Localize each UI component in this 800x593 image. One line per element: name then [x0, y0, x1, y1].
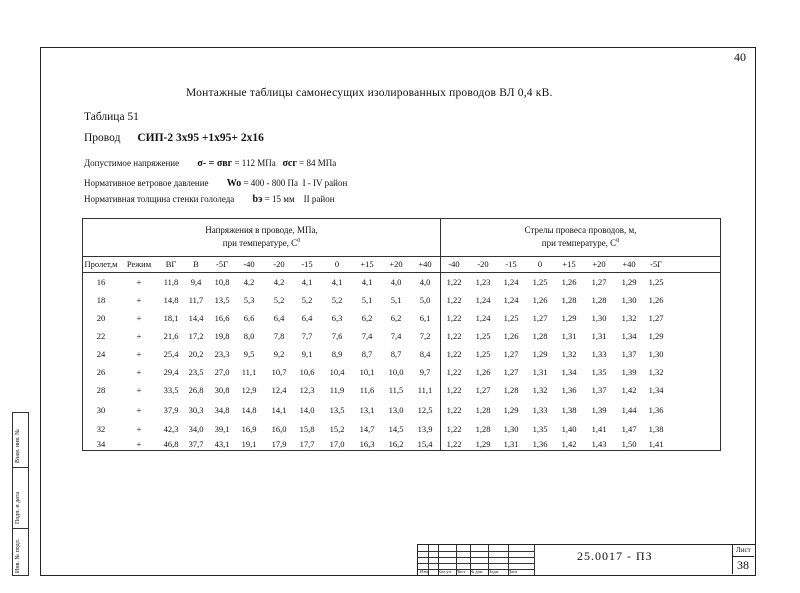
table-cell: 4,0 [390, 277, 402, 287]
table-cell: 5,1 [361, 295, 373, 305]
table-cell: 4,1 [301, 277, 313, 287]
table-cell: 28 [96, 385, 106, 395]
table-cell: 1,22 [446, 367, 462, 377]
table-cell: 14,0 [299, 405, 315, 415]
table-cell: 1,29 [475, 439, 491, 449]
table-cell: 9,1 [301, 349, 313, 359]
table-cell: 1,47 [621, 424, 637, 434]
table-cell: 7,4 [361, 331, 373, 341]
table-cell: 11,7 [188, 295, 204, 305]
column-header: -40 [243, 259, 255, 269]
column-header: +40 [622, 259, 636, 269]
table-cell: 1,29 [648, 331, 664, 341]
table-cell: 1,23 [475, 277, 491, 287]
stamp-label: Лист [456, 569, 466, 574]
table-cell: 6,1 [419, 313, 431, 323]
table-cell: + [136, 367, 142, 377]
table-cell: 4,1 [331, 277, 343, 287]
side-label-replace: Взам. инв. № [15, 429, 21, 463]
table-cell: + [136, 331, 142, 341]
table-cell: 21,6 [163, 331, 179, 341]
table-cell: 34 [96, 439, 106, 449]
degree-mark: 0 [616, 238, 620, 244]
side-stamp [12, 412, 29, 576]
column-header: -15 [505, 259, 517, 269]
table-cell: 1,31 [532, 367, 548, 377]
table-cell: 19,8 [214, 331, 230, 341]
stamp-row-line [418, 563, 534, 564]
sag-header [441, 225, 720, 249]
table-cell: 1,30 [503, 424, 519, 434]
side-cell-inv [13, 529, 28, 575]
stamp-row-line [418, 551, 534, 552]
table-cell: 10,7 [271, 367, 287, 377]
table-cell: 30,3 [188, 405, 204, 415]
stress-header-line2: при температуре, С [222, 238, 298, 248]
column-header: В [193, 259, 199, 269]
table-cell: + [136, 385, 142, 395]
table-cell: 7,7 [301, 331, 313, 341]
table-columns-rule [83, 272, 720, 273]
table-cell: 34,8 [214, 405, 230, 415]
table-cell: 1,27 [532, 313, 548, 323]
column-header: -40 [448, 259, 460, 269]
column-header: +20 [592, 259, 606, 269]
table-cell: 1,25 [475, 331, 491, 341]
table-cell: 1,36 [561, 385, 577, 395]
stress-header-line1: Напряжения в проводе, МПа, [205, 225, 318, 235]
table-cell: 1,22 [446, 295, 462, 305]
table-cell: 1,24 [475, 313, 491, 323]
table-cell: 1,25 [648, 277, 664, 287]
table-cell: 1,25 [532, 277, 548, 287]
table-cell: 14,8 [241, 405, 257, 415]
table-cell: 8,4 [419, 349, 431, 359]
column-header: +15 [562, 259, 576, 269]
table-cell: 11,9 [329, 385, 345, 395]
table-cell: 1,32 [621, 313, 637, 323]
table-cell: 1,22 [446, 277, 462, 287]
stress-header [83, 225, 440, 249]
table-cell: 1,27 [648, 313, 664, 323]
table-cell: 37,9 [163, 405, 179, 415]
table-cell: 10,1 [359, 367, 375, 377]
table-cell: 6,2 [390, 313, 402, 323]
table-cell: 6,4 [273, 313, 285, 323]
table-cell: 23,5 [188, 367, 204, 377]
table-cell: + [136, 295, 142, 305]
table-cell: 12,4 [271, 385, 287, 395]
table-cell: 1,22 [446, 331, 462, 341]
table-cell: 4,0 [419, 277, 431, 287]
sheet-number: 38 [737, 558, 749, 572]
table-cell: 1,22 [446, 424, 462, 434]
table-cell: 12,5 [417, 405, 433, 415]
table-row [83, 293, 720, 311]
table-cell: 1,36 [648, 405, 664, 415]
table-cell: 1,25 [475, 349, 491, 359]
table-cell: 1,33 [532, 405, 548, 415]
table-cell: 1,24 [475, 295, 491, 305]
table-cell: 26,8 [188, 385, 204, 395]
table-cell: 1,22 [446, 313, 462, 323]
table-cell: 9,2 [273, 349, 285, 359]
table-cell: 15,8 [299, 424, 315, 434]
stress-symbol: σ- = σвг [197, 158, 233, 169]
table-cell: 11,5 [388, 385, 404, 395]
table-cell: 1,24 [503, 295, 519, 305]
table-cell: 1,27 [475, 385, 491, 395]
side-cell-replace [13, 413, 28, 468]
table-cell: 14,5 [388, 424, 404, 434]
table-cell: 12,3 [299, 385, 315, 395]
table-cell: 17,7 [299, 439, 315, 449]
stress-symbol-2: σсг [282, 158, 297, 169]
table-cell: 1,28 [591, 295, 607, 305]
table-cell: 1,41 [591, 424, 607, 434]
wind-region: I - IV район [302, 178, 348, 188]
table-cell: 1,27 [503, 367, 519, 377]
table-cell: 26 [96, 367, 106, 377]
table-cell: 1,24 [503, 277, 519, 287]
side-cell-sign [13, 468, 28, 529]
table-row [83, 311, 720, 329]
wire-prefix: Провод [84, 132, 121, 144]
table-cell: 10,4 [329, 367, 345, 377]
table-cell: 1,22 [446, 439, 462, 449]
table-cell: 5,2 [331, 295, 343, 305]
table-cell: 1,22 [446, 385, 462, 395]
table-cell: 4,1 [361, 277, 373, 287]
stamp-label: Дата [508, 569, 517, 574]
wind-label: Нормативное ветровое давление [84, 178, 209, 188]
table-cell: 1,26 [532, 295, 548, 305]
table-cell: 18 [96, 295, 106, 305]
table-cell: 1,30 [648, 349, 664, 359]
table-cell: 1,42 [621, 385, 637, 395]
table-cell: 1,25 [503, 313, 519, 323]
table-cell: + [136, 405, 142, 415]
table-cell: 16,3 [359, 439, 375, 449]
table-cell: 27,0 [214, 367, 230, 377]
table-cell: 1,22 [446, 405, 462, 415]
table-cell: 7,2 [419, 331, 431, 341]
table-cell: 14,4 [188, 313, 204, 323]
column-header: +40 [418, 259, 432, 269]
column-header: 0 [334, 259, 340, 269]
stamp-label: Изм. [420, 569, 429, 574]
column-header: -5Г [216, 259, 228, 269]
table-cell: 1,32 [561, 349, 577, 359]
document-title: Монтажные таблицы самонесущих изолированных проводов ВЛ 0,4 кВ. [186, 87, 553, 99]
table-cell: 10,0 [388, 367, 404, 377]
stress-label: Допустимое напряжение [84, 158, 180, 168]
table-row [83, 383, 720, 401]
degree-mark: 0 [297, 238, 301, 244]
table-cell: 1,43 [591, 439, 607, 449]
ice-line [84, 194, 335, 205]
page-number: 40 [734, 50, 746, 64]
table-cell: 13,1 [359, 405, 375, 415]
table-cell: 1,32 [532, 385, 548, 395]
table-cell: 34,0 [188, 424, 204, 434]
ice-label: Нормативная толщина стенки гололеда [84, 194, 235, 204]
wind-value: = 400 - 800 Па [243, 178, 299, 188]
table-cell: 12,9 [241, 385, 257, 395]
table-cell: 24 [96, 349, 106, 359]
table-cell: 5,2 [273, 295, 285, 305]
table-cell: 1,29 [503, 405, 519, 415]
column-header: Режим [126, 259, 152, 269]
column-header: ВГ [165, 259, 177, 269]
table-cell: 1,29 [532, 349, 548, 359]
table-cell: 15,4 [417, 439, 433, 449]
table-cell: 23,3 [214, 349, 230, 359]
sag-header-line1: Стрелы провеса проводов, м, [524, 225, 637, 235]
table-cell: 46,8 [163, 439, 179, 449]
table-cell: 25,4 [163, 349, 179, 359]
column-header: -20 [273, 259, 285, 269]
table-cell: 1,35 [591, 367, 607, 377]
table-cell: 17,2 [188, 331, 204, 341]
ice-region: II район [303, 194, 335, 204]
table-row [83, 365, 720, 383]
mounting-table [82, 218, 721, 451]
table-header-rule [83, 256, 720, 257]
column-header: +15 [360, 259, 374, 269]
table-cell: 39,1 [214, 424, 230, 434]
table-cell: 1,37 [621, 349, 637, 359]
table-cell: 1,35 [532, 424, 548, 434]
table-cell: 1,39 [621, 367, 637, 377]
table-cell: 1,34 [621, 331, 637, 341]
table-cell: 1,30 [621, 295, 637, 305]
table-cell: 1,38 [648, 424, 664, 434]
table-cell: 22 [96, 331, 106, 341]
table-cell: 1,22 [446, 349, 462, 359]
stamp-label: № док. [470, 569, 484, 574]
table-cell: 18,1 [163, 313, 179, 323]
stress-value: = 112 МПа [234, 158, 276, 168]
table-row [83, 275, 720, 293]
column-header: +20 [389, 259, 403, 269]
table-cell: 11,6 [359, 385, 375, 395]
table-row [83, 347, 720, 365]
table-cell: 1,29 [621, 277, 637, 287]
table-cell: 13,0 [388, 405, 404, 415]
table-cell: 9,4 [190, 277, 202, 287]
table-cell: 1,31 [561, 331, 577, 341]
table-cell: 4,2 [243, 277, 255, 287]
table-cell: 1,28 [532, 331, 548, 341]
table-cell: 1,40 [561, 424, 577, 434]
table-cell: 8,9 [331, 349, 343, 359]
sag-header-line2: при температуре, С [541, 238, 617, 248]
table-cell: + [136, 439, 142, 449]
table-cell: 1,33 [591, 349, 607, 359]
table-row [83, 437, 720, 455]
wind-line [84, 178, 347, 189]
table-cell: 5,3 [243, 295, 255, 305]
table-cell: 15,2 [329, 424, 345, 434]
table-cell: 1,29 [561, 313, 577, 323]
table-cell: 1,39 [591, 405, 607, 415]
table-cell: 11,1 [417, 385, 433, 395]
table-cell: 1,28 [475, 424, 491, 434]
wire-spec-line [84, 132, 264, 144]
table-cell: 17,0 [329, 439, 345, 449]
table-cell: 43,1 [214, 439, 230, 449]
table-cell: 1,36 [532, 439, 548, 449]
table-cell: 1,26 [475, 367, 491, 377]
table-cell: 1,38 [561, 405, 577, 415]
table-cell: 8,0 [243, 331, 255, 341]
table-cell: 6,4 [301, 313, 313, 323]
table-cell: 30 [96, 405, 106, 415]
wire-spec: СИП-2 3х95 +1х95+ 2х16 [137, 132, 264, 144]
table-cell: 13,5 [214, 295, 230, 305]
table-cell: 1,26 [561, 277, 577, 287]
table-cell: 19,1 [241, 439, 257, 449]
table-cell: 9,5 [243, 349, 255, 359]
table-cell: 7,4 [390, 331, 402, 341]
table-cell: 30,8 [214, 385, 230, 395]
table-cell: 1,26 [503, 331, 519, 341]
stamp-label: Кол.уч [438, 569, 451, 574]
stress-value-2: = 84 МПа [299, 158, 337, 168]
table-cell: 16,6 [214, 313, 230, 323]
table-cell: 1,28 [561, 295, 577, 305]
table-cell: 20,2 [188, 349, 204, 359]
side-label-sign: Подп. и дата [15, 491, 21, 524]
stamp-label: Подп. [488, 569, 500, 574]
table-cell: 6,3 [331, 313, 343, 323]
table-cell: 1,30 [591, 313, 607, 323]
table-cell: 1,31 [591, 331, 607, 341]
column-header: -15 [301, 259, 313, 269]
table-cell: + [136, 424, 142, 434]
table-cell: + [136, 313, 142, 323]
table-cell: 4,2 [273, 277, 285, 287]
table-cell: 1,41 [648, 439, 664, 449]
table-cell: 1,28 [503, 385, 519, 395]
table-cell: 8,7 [390, 349, 402, 359]
table-cell: 1,28 [475, 405, 491, 415]
table-cell: 14,1 [271, 405, 287, 415]
table-row [83, 329, 720, 347]
table-cell: 14,7 [359, 424, 375, 434]
table-cell: 17,9 [271, 439, 287, 449]
sheet-box-rule [732, 556, 754, 557]
document-code: 25.0017 - ПЗ [577, 549, 653, 563]
table-cell: 10,6 [299, 367, 315, 377]
table-cell: 1,32 [648, 367, 664, 377]
table-cell: 20 [96, 313, 106, 323]
table-cell: 5,2 [301, 295, 313, 305]
table-cell: 10,8 [214, 277, 230, 287]
table-cell: 29,4 [163, 367, 179, 377]
wind-symbol: Wo [226, 178, 242, 189]
table-cell: 7,8 [273, 331, 285, 341]
table-cell: 42,3 [163, 424, 179, 434]
table-cell: + [136, 349, 142, 359]
column-header: Пролет,м [84, 259, 118, 269]
table-cell: 16,0 [271, 424, 287, 434]
table-cell: 1,37 [591, 385, 607, 395]
table-cell: 5,0 [419, 295, 431, 305]
table-cell: 14,8 [163, 295, 179, 305]
table-cell: 1,42 [561, 439, 577, 449]
column-header: 0 [537, 259, 543, 269]
table-label: Таблица 51 [84, 111, 139, 123]
table-cell: 16,2 [388, 439, 404, 449]
table-cell: + [136, 277, 142, 287]
stamp-row-line [418, 557, 534, 558]
table-cell: 8,7 [361, 349, 373, 359]
table-cell: 6,2 [361, 313, 373, 323]
ice-symbol: bэ [252, 194, 263, 205]
table-cell: 6,6 [243, 313, 255, 323]
table-cell: 16 [96, 277, 106, 287]
table-cell: 13,9 [417, 424, 433, 434]
column-header: -20 [477, 259, 489, 269]
table-cell: 1,50 [621, 439, 637, 449]
column-header: -5Г [650, 259, 662, 269]
table-cell: 1,27 [591, 277, 607, 287]
ice-value: = 15 мм [264, 194, 295, 204]
table-cell: 9,7 [419, 367, 431, 377]
table-cell: 1,34 [648, 385, 664, 395]
table-cell: 32 [96, 424, 106, 434]
table-row [83, 403, 720, 421]
table-cell: 1,26 [648, 295, 664, 305]
sheet-label: Лист [736, 546, 751, 554]
table-cell: 1,31 [503, 439, 519, 449]
table-cell: 5,1 [390, 295, 402, 305]
table-cell: 1,27 [503, 349, 519, 359]
table-cell: 1,34 [561, 367, 577, 377]
table-cell: 11,8 [163, 277, 179, 287]
table-cell: 1,44 [621, 405, 637, 415]
table-cell: 37,7 [188, 439, 204, 449]
table-cell: 11,1 [241, 367, 257, 377]
side-label-inv: Инв. № подл. [15, 538, 21, 573]
table-cell: 7,6 [331, 331, 343, 341]
table-cell: 33,5 [163, 385, 179, 395]
table-cell: 16,9 [241, 424, 257, 434]
table-cell: 13,5 [329, 405, 345, 415]
stress-line [84, 158, 336, 169]
